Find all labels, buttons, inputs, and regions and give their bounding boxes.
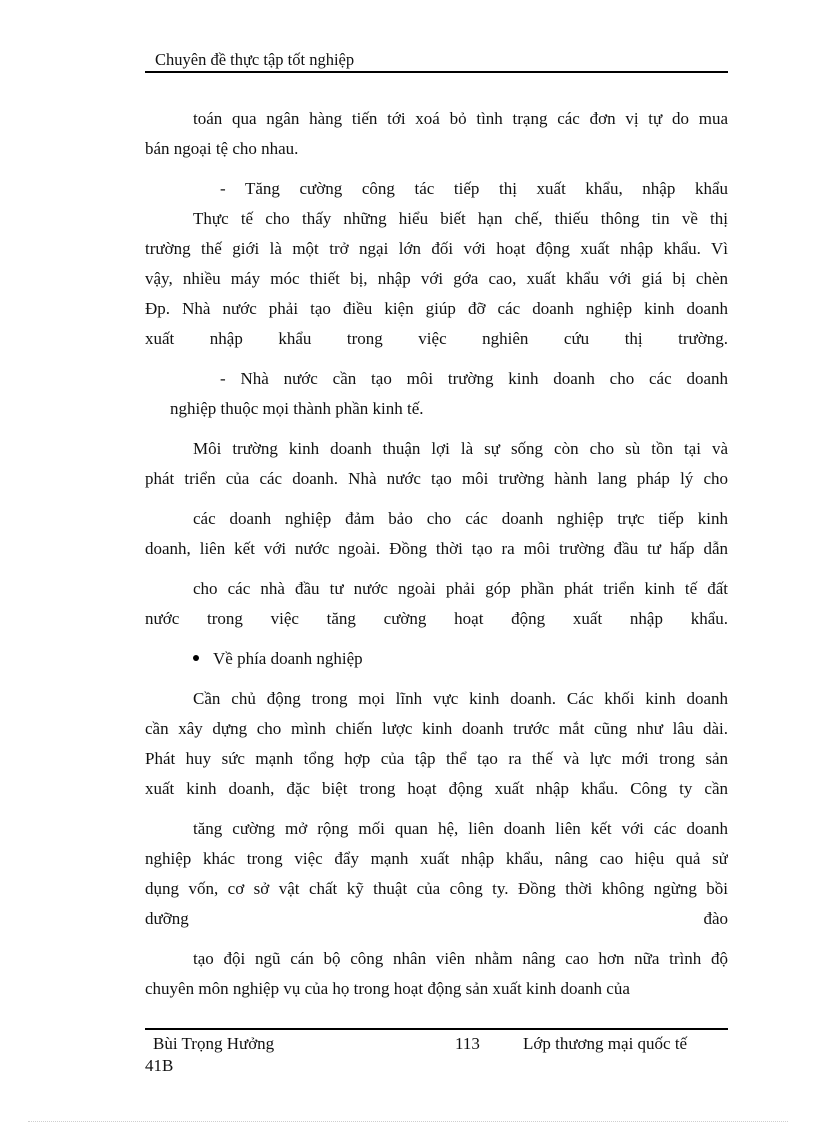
spacer <box>145 564 728 574</box>
dash-list-item: - Tăng cường công tác tiếp thị xuất khẩu, nhập khẩu <box>220 179 728 198</box>
spacer <box>145 804 728 814</box>
paragraph-line: các doanh nghiệp đảm bảo cho các doanh nghiệp trực tiếp kinh <box>193 509 728 528</box>
paragraph-line: phát triển của các doanh. Nhà nước tạo môi trường hành lang pháp lý cho <box>145 469 728 488</box>
paragraph-line: nghiệp khác trong việc đẩy mạnh xuất nhập khẩu, nâng cao hiệu quả sử <box>145 849 728 868</box>
paragraph-line: cần xây dựng cho mình chiến lược kinh doanh trước mắt cũng như lâu dài. <box>145 719 728 738</box>
footer-class-code: 41B <box>145 1056 174 1075</box>
paragraph-line: dụng vốn, cơ sở vật chất kỹ thuật của công ty. Đồng thời không ngừng bồi <box>145 879 728 898</box>
paragraph-line: vậy, nhiều máy móc thiết bị, nhập với gớa cao, xuất khẩu với giá bị chèn <box>145 269 728 288</box>
paragraph-line: dưỡng đào <box>145 909 728 928</box>
page-edge-dotted-line <box>28 1121 788 1122</box>
paragraph-line: xuất nhập khẩu trong việc nghiên cứu thị trường. <box>145 329 728 348</box>
paragraph-line: bán ngoại tệ cho nhau. <box>145 139 299 158</box>
paragraph-line: Môi trường kinh doanh thuận lợi là sự sống còn cho sù tồn tại và <box>193 439 728 458</box>
paragraph-line: chuyên môn nghiệp vụ của họ trong hoạt động sản xuất kinh doanh của <box>145 979 630 998</box>
paragraph-line: cho các nhà đầu tư nước ngoài phải góp phần phát triển kinh tế đất <box>193 579 728 598</box>
bullet-heading-text: Về phía doanh nghiệp <box>213 649 363 668</box>
paragraph-line: Cần chủ động trong mọi lĩnh vực kinh doanh. Các khối kinh doanh <box>193 689 728 708</box>
paragraph-line: Phát huy sức mạnh tổng hợp của tập thể tạo ra thế và lực mới trong sản <box>145 749 728 768</box>
bullet-heading <box>145 644 728 674</box>
dash-list-item: - Nhà nước cần tạo môi trường kinh doanh cho các doanh <box>220 369 728 388</box>
paragraph-line: Thực tế cho thấy những hiểu biết hạn chế, thiếu thông tin về thị <box>193 209 728 228</box>
spacer <box>145 934 728 944</box>
paragraph-line: toán qua ngân hàng tiến tới xoá bỏ tình trạng các đơn vị tự do mua <box>193 109 728 128</box>
footer-page-number: 113 <box>455 1034 480 1053</box>
paragraph-line: Đp. Nhà nước phải tạo điều kiện giúp đỡ các doanh nghiệp kinh doanh <box>145 299 728 318</box>
spacer <box>145 674 728 684</box>
page-header-title: Chuyên đề thực tập tốt nghiệp <box>155 50 355 69</box>
document-body <box>145 104 728 1004</box>
spacer <box>145 424 728 434</box>
paragraph-line: trường thế giới là một trở ngại lớn đối với hoạt động xuất nhập khẩu. Vì <box>145 239 728 258</box>
spacer <box>145 634 728 644</box>
paragraph-line: doanh, liên kết với nước ngoài. Đồng thời tạo ra môi trường đầu tư hấp dẫn <box>145 539 728 558</box>
header-rule <box>145 71 728 73</box>
paragraph-line: nước trong việc tăng cường hoạt động xuất nhập khẩu. <box>145 609 728 628</box>
paragraph-line: tăng cường mở rộng mối quan hệ, liên doanh liên kết với các doanh <box>193 819 728 838</box>
footer-author: Bùi Trọng Hưởng <box>153 1034 275 1053</box>
spacer <box>145 494 728 504</box>
paragraph-line: tạo đội ngũ cán bộ công nhân viên nhằm nâng cao hơn nữa trình độ <box>193 949 728 968</box>
spacer <box>145 354 728 364</box>
paragraph-line: nghiệp thuộc mọi thành phần kinh tế. <box>170 399 424 418</box>
bullet-icon <box>193 655 199 661</box>
spacer <box>145 164 728 174</box>
footer-class-name: Lớp thương mại quốc tế <box>523 1034 688 1053</box>
footer-rule <box>145 1028 728 1030</box>
paragraph-line: xuất kinh doanh, đặc biệt trong hoạt động xuất nhập khẩu. Công ty cần <box>145 779 728 798</box>
